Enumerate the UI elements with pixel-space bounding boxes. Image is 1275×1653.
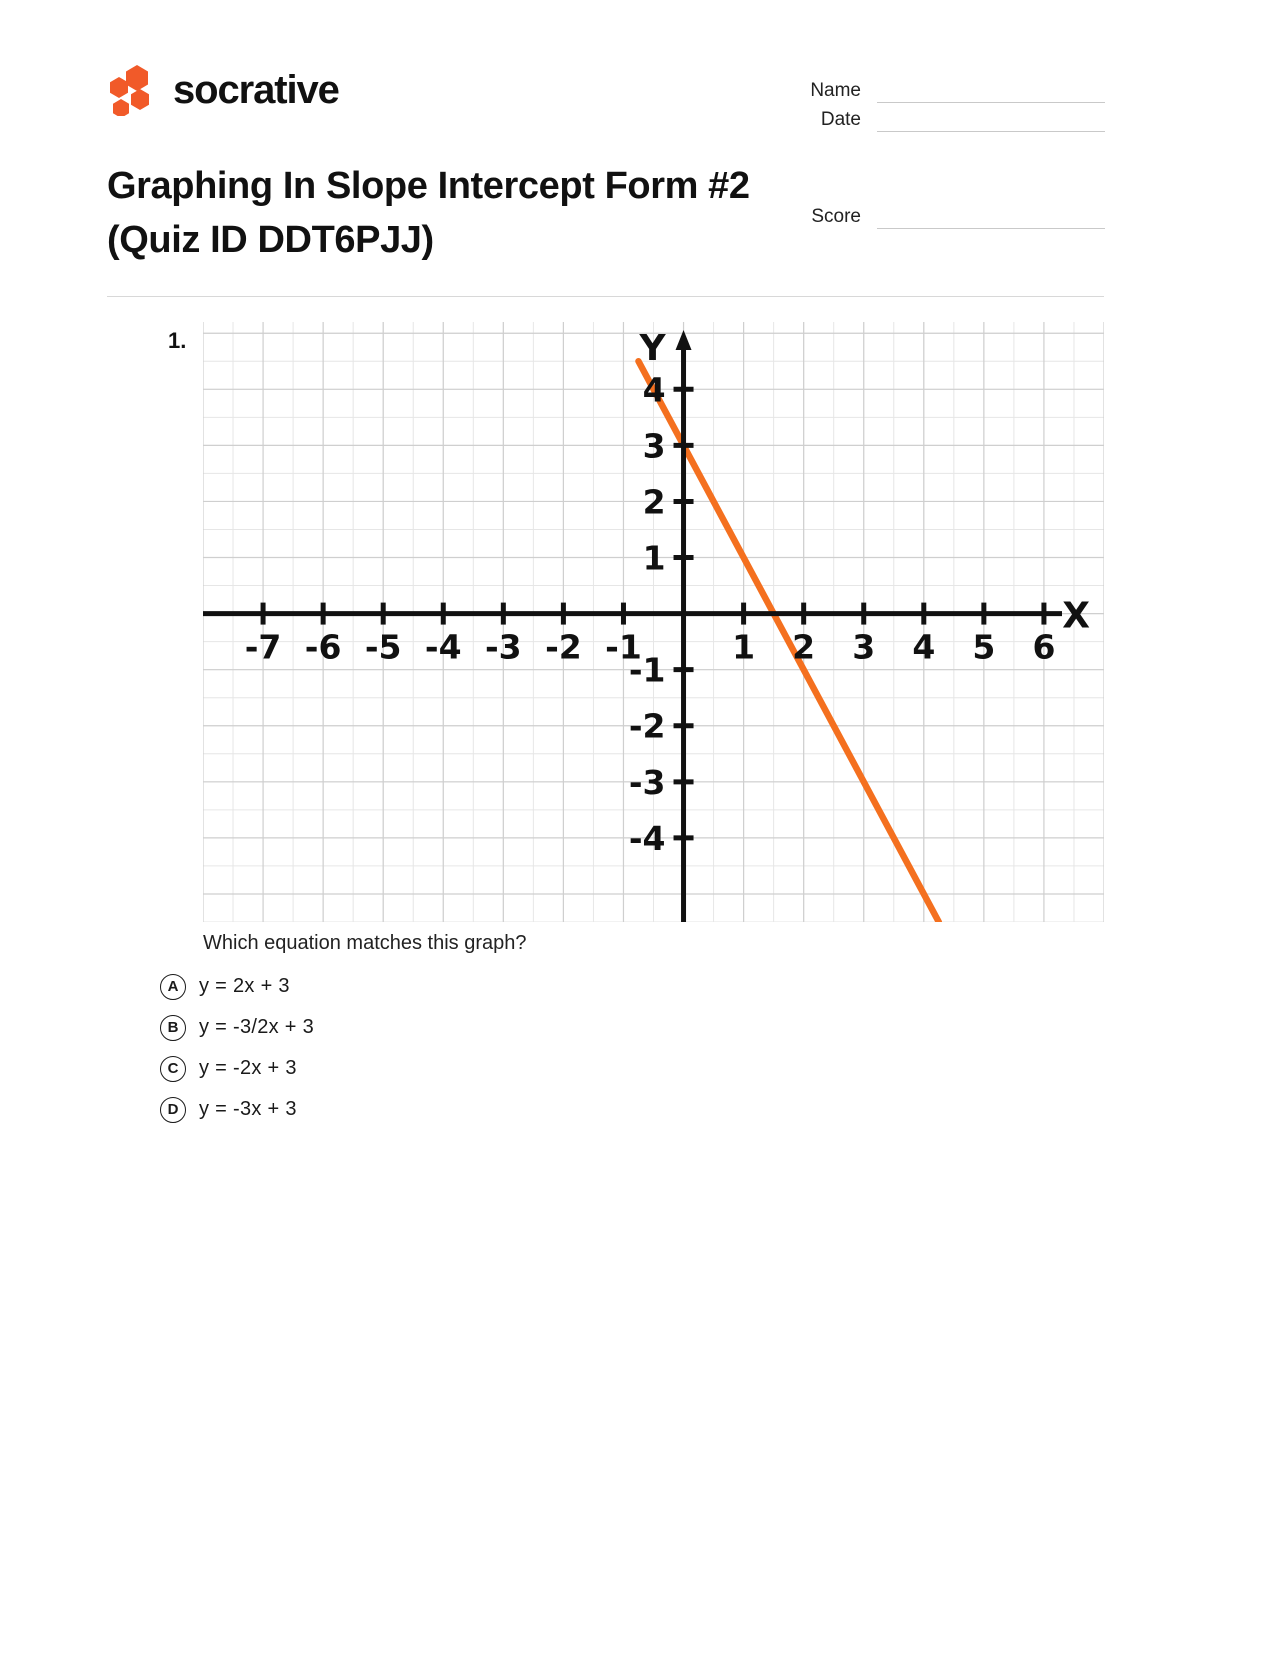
x-tick-label: -6 (304, 627, 342, 667)
y-tick-label: -4 (628, 818, 666, 858)
y-axis-label: Y (639, 328, 666, 369)
date-label: Date (820, 109, 861, 130)
choice-a-label: y = 2x + 3 (199, 975, 290, 997)
brand-name: socrative (173, 68, 339, 112)
y-tick-label: -3 (628, 762, 666, 802)
date-field-row (695, 103, 1105, 132)
choice-b[interactable] (160, 1007, 760, 1048)
y-tick-label: -1 (628, 650, 666, 690)
choice-c-label: y = -2x + 3 (199, 1057, 297, 1079)
x-tick-label: 4 (912, 627, 936, 667)
choice-a[interactable] (160, 966, 760, 1007)
name-label: Name (810, 80, 861, 101)
score-label: Score (811, 206, 861, 227)
x-axis-label: X (1062, 595, 1090, 637)
x-tick-label: 3 (852, 627, 876, 667)
choice-d-label: y = -3x + 3 (199, 1098, 297, 1120)
name-input-line[interactable] (877, 102, 1105, 103)
choice-b-bubble[interactable]: B (160, 1015, 186, 1041)
socrative-hexagons-logo-icon (107, 64, 159, 116)
x-tick-label: 2 (792, 627, 816, 667)
choice-a-bubble[interactable]: A (160, 974, 186, 1000)
name-field-row (695, 74, 1105, 103)
x-tick-label: -2 (545, 627, 582, 667)
x-tick-label: -7 (244, 627, 282, 667)
x-tick-label: -3 (484, 627, 522, 667)
choice-b-label: y = -3/2x + 3 (199, 1016, 315, 1038)
choice-c-bubble[interactable]: C (160, 1056, 186, 1082)
y-tick-label: 3 (642, 426, 666, 466)
x-tick-label: -4 (424, 627, 462, 667)
x-tick-label: -5 (364, 627, 402, 667)
brand-logo (107, 64, 339, 116)
page-title: Graphing In Slope Intercept Form #2 (Quiz ID DDT6PJJ) (107, 165, 750, 261)
x-tick-label: -1 (605, 627, 642, 667)
header-divider (107, 296, 1104, 297)
choice-c[interactable] (160, 1048, 760, 1089)
graph-svg (203, 322, 1104, 922)
question-prompt: Which equation matches this graph? (203, 932, 527, 954)
y-tick-label: -2 (628, 706, 666, 746)
choice-d-bubble[interactable]: D (160, 1097, 186, 1123)
choice-d[interactable] (160, 1089, 760, 1130)
x-tick-label: 6 (1032, 627, 1056, 667)
y-tick-label: 2 (642, 482, 666, 522)
date-input-line[interactable] (877, 131, 1105, 132)
score-input-line[interactable] (877, 228, 1105, 229)
y-tick-label: 1 (642, 538, 666, 578)
x-tick-label: 1 (732, 627, 756, 667)
coordinate-graph (203, 322, 1104, 922)
x-tick-label: 5 (972, 627, 996, 667)
answer-choices (160, 966, 760, 1130)
y-tick-label: 4 (642, 370, 666, 410)
question-number: 1. (168, 328, 187, 353)
